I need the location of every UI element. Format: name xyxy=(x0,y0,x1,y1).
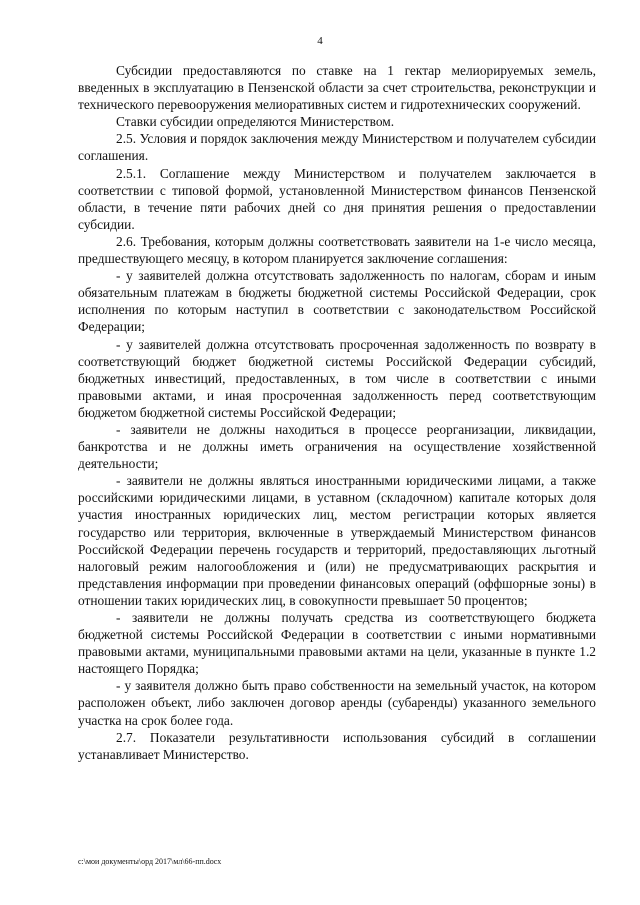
paragraph-2-5: 2.5. Условия и порядок заключения между Министерством и получателем субсидии соглашения. xyxy=(78,131,596,164)
requirement-not-foreign-entity: - заявители не должны являться иностранными юридическими лицами, а также российскими юридическими лицами, в уставном (складочном) капитале которых доля участия иностранных юридических лиц, местом регистрации которых является государство или территория, включенные в утверждаемый Министерством финансов Российской Федерации перечень государств и территорий, предоставляющих льготный налоговый режим налогообложения и (или) не предусматривающих раскрытия и представления информации при проведении финансовых операций (оффшорные зоны) в отношении таких юридических лиц, в совокупности превышает 50 процентов; xyxy=(78,473,596,608)
paragraph-subsidy-rate: Субсидии предоставляются по ставке на 1 гектар мелиорируемых земель, введенных в эксплуатацию в Пензенской области за счет строительства, реконструкции и технического перевооружения мелиоративных систем и гидротехнических сооружений. xyxy=(78,63,596,113)
paragraph-2-5-1: 2.5.1. Соглашение между Министерством и получателем заключается в соответствии с типовой формой, установленной Министерством финансов Пензенской области, в течение пяти рабочих дней со дня принятия решения о предоставлении субсидии. xyxy=(78,165,596,232)
requirement-land-ownership: - у заявителя должно быть право собственности на земельный участок, на котором расположен объект, либо заключен договор аренды (субаренды) указанного земельного участка на срок более года. xyxy=(78,678,596,728)
document-body xyxy=(78,62,596,763)
requirement-no-tax-debt: - у заявителей должна отсутствовать задолженность по налогам, сборам и иным обязательным платежам в бюджеты бюджетной системы Российской Федерации, срок исполнения по которым наступил в соответствии с законодательством Российской Федерации; xyxy=(78,268,596,335)
footer-file-path: c:\мои документы\орд 2017\мл\66-пп.docx xyxy=(78,857,222,866)
requirement-no-reorganization: - заявители не должны находиться в процессе реорганизации, ликвидации, банкротства и не должны иметь ограничения на осуществление хозяйственной деятельности; xyxy=(78,421,596,472)
requirement-no-other-budget-funds: - заявители не должны получать средства из соответствующего бюджета бюджетной системы Российской Федерации в соответствии с иными нормативными правовыми актами, муниципальными правовыми актами на цели, указанные в пункте 1.2 настоящего Порядка; xyxy=(78,610,596,677)
paragraph-rates-defined: Ставки субсидии определяются Министерством. xyxy=(116,114,395,130)
paragraph-2-6: 2.6. Требования, которым должны соответствовать заявители на 1-е число месяца, предшествующего месяцу, в котором планируется заключение соглашения: xyxy=(78,233,596,267)
requirement-no-overdue-debt: - у заявителей должна отсутствовать просроченная задолженность по возврату в соответствующий бюджет бюджетной системы Российской Федерации субсидий, бюджетных инвестиций, предоставленных, в том числе в соответствии с иными правовыми актами, и иная просроченная задолженность перед соответствующим бюджетом бюджетной системы Российской Федерации; xyxy=(78,336,596,420)
paragraph-2-7: 2.7. Показатели результативности использования субсидий в соглашении устанавливает Министерство. xyxy=(78,729,596,762)
page-number: 4 xyxy=(317,35,323,47)
